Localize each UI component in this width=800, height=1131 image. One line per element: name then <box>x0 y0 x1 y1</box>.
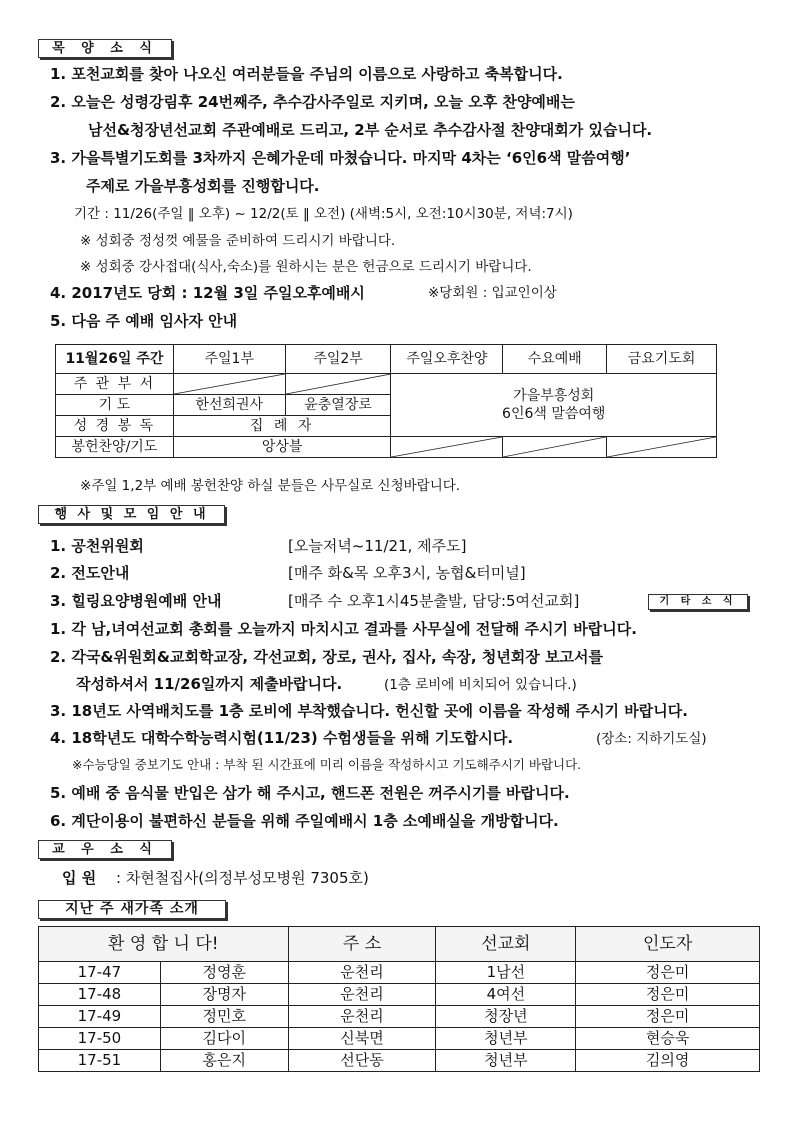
newcomer-address: 운천리 <box>288 984 436 1006</box>
etc-5: 5. 예배 중 음식물 반입은 삼가 해 주시고, 핸드폰 전원은 꺼주시기를 바랍니다. <box>50 784 570 802</box>
newcomer-address: 신북면 <box>288 1028 436 1050</box>
newcomer-address: 운천리 <box>288 1006 436 1028</box>
empty-cell <box>285 374 391 395</box>
newcomer-guide: 김의영 <box>576 1050 760 1072</box>
duty-cell: 한선희권사 <box>173 395 285 416</box>
notice-4: 4. 2017년도 당회 : 12월 3일 주일오후예배시 <box>50 284 365 302</box>
event-name: 2. 전도안내 <box>50 564 130 582</box>
etc-6: 6. 계단이용이 불편하신 분들을 위해 주일예배시 1층 소예배실을 개방합니다. <box>50 812 559 830</box>
newcomer-mission: 1남선 <box>436 962 576 984</box>
duty-note: ※주일 1,2부 예배 봉헌찬양 하실 분들은 사무실로 신청바랍니다. <box>80 478 461 494</box>
section-events-label: 행 사 및 모 임 안 내 <box>38 505 225 524</box>
newcomers-header-welcome: 환 영 합 니 다! <box>39 927 289 962</box>
table-row <box>39 984 760 1006</box>
newcomer-name: 김다이 <box>160 1028 288 1050</box>
notice-3b: 주제로 가을부흥성회를 진행합니다. <box>86 177 320 195</box>
duty-row-label: 성 경 봉 독 <box>56 416 174 437</box>
empty-cell <box>607 437 717 458</box>
notice-3-note2: ※ 성회중 강사접대(식사,숙소)를 원하시는 분은 헌금으로 드리시기 바랍니다. <box>80 259 532 275</box>
newcomer-address: 선단동 <box>288 1050 436 1072</box>
notice-3-note1: ※ 성회중 정성껏 예물을 준비하여 드리시기 바랍니다. <box>80 233 396 249</box>
duty-row-label: 봉헌찬양/기도 <box>56 437 174 458</box>
empty-cell <box>503 437 607 458</box>
revival-meeting-title: 가을부흥성회 <box>513 388 595 404</box>
empty-cell <box>391 437 503 458</box>
duty-header-col: 수요예배 <box>503 345 607 374</box>
newcomers-table <box>38 926 760 1072</box>
newcomer-id: 17-50 <box>39 1028 161 1050</box>
newcomer-name: 홍은지 <box>160 1050 288 1072</box>
duty-header-week: 11월26일 주간 <box>56 345 174 374</box>
etc-1: 1. 각 남,녀여선교회 총회를 오늘까지 마치시고 결과를 사무실에 전달해 주시기 바랍니다. <box>50 620 637 638</box>
etc-3: 3. 18년도 사역배치도를 1층 로비에 부착했습니다. 헌신할 곳에 이름을 작성해 주시기 바랍니다. <box>50 702 688 720</box>
notice-1: 1. 포천교회를 찾아 나오신 여러분들을 주님의 이름으로 사랑하고 축복합니다. <box>50 65 563 83</box>
members-text: : 차현철집사(의정부성모병원 7305호) <box>116 869 369 887</box>
newcomer-id: 17-48 <box>39 984 161 1006</box>
newcomer-guide: 정은미 <box>576 962 760 984</box>
duty-header-col: 금요기도회 <box>607 345 717 374</box>
etc-4-note: ※수능당일 중보기도 안내 : 부착 된 시간표에 미리 이름을 작성하시고 기도해주시기 바랍니다. <box>72 757 582 772</box>
newcomer-guide: 현승욱 <box>576 1028 760 1050</box>
etc-2c: (1층 로비에 비치되어 있습니다.) <box>384 677 577 693</box>
section-newcomers-label: 지난 주 새가족 소개 <box>38 900 226 919</box>
table-row <box>39 1028 760 1050</box>
duty-cell: 앙상블 <box>173 437 391 458</box>
section-notices-label: 목 양 소 식 <box>38 39 172 58</box>
etc-2b: 작성하셔서 11/26일까지 제출바랍니다. <box>76 675 343 693</box>
table-row <box>39 1050 760 1072</box>
duty-cell: 집 례 자 <box>173 416 391 437</box>
newcomer-name: 정민호 <box>160 1006 288 1028</box>
event-name: 1. 공천위원회 <box>50 537 144 555</box>
newcomer-id: 17-51 <box>39 1050 161 1072</box>
etc-2a: 2. 각국&위원회&교회학교장, 각선교회, 장로, 권사, 집사, 속장, 청년회장 보고서를 <box>50 648 603 666</box>
newcomer-mission: 청년부 <box>436 1028 576 1050</box>
notice-3-period: 기간 : 11/26(주일 ‖ 오후) ~ 12/2(토 ‖ 오전) (새벽:5시, 오전:10시30분, 저녁:7시) <box>74 206 573 222</box>
notice-2b: 남선&청장년선교회 주관예배로 드리고, 2부 순서로 추수감사절 찬양대회가 있습니다. <box>88 121 653 139</box>
event-detail: [매주 화&목 오후3시, 농협&터미널] <box>288 564 526 582</box>
newcomer-id: 17-47 <box>39 962 161 984</box>
newcomer-mission: 청장년 <box>436 1006 576 1028</box>
newcomer-guide: 정은미 <box>576 1006 760 1028</box>
duty-header-col: 주일1부 <box>173 345 285 374</box>
revival-meeting-cell <box>391 374 717 437</box>
table-row <box>39 962 760 984</box>
duty-table <box>55 344 717 458</box>
duty-header-col: 주일2부 <box>285 345 391 374</box>
table-row <box>39 1006 760 1028</box>
duty-cell: 윤충열장로 <box>285 395 391 416</box>
newcomer-name: 장명자 <box>160 984 288 1006</box>
newcomer-address: 운천리 <box>288 962 436 984</box>
section-members-label: 교 우 소 식 <box>38 840 172 859</box>
newcomer-id: 17-49 <box>39 1006 161 1028</box>
newcomer-mission: 청년부 <box>436 1050 576 1072</box>
notice-4-note: ※당회원 : 입교인이상 <box>428 285 557 301</box>
notice-5: 5. 다음 주 예배 임사자 안내 <box>50 312 238 330</box>
duty-header-col: 주일오후찬양 <box>391 345 503 374</box>
newcomer-name: 정영훈 <box>160 962 288 984</box>
event-detail: [오늘저녁~11/21, 제주도] <box>288 537 467 555</box>
event-detail: [매주 수 오후1시45분출발, 담당:5여선교회] <box>288 592 580 610</box>
empty-cell <box>173 374 285 395</box>
newcomers-header-mission: 선교회 <box>436 927 576 962</box>
newcomers-header-address: 주 소 <box>288 927 436 962</box>
newcomers-header-guide: 인도자 <box>576 927 760 962</box>
members-label: 입 원 <box>62 869 97 887</box>
revival-meeting-subtitle: 6인6색 말씀여행 <box>502 406 606 422</box>
newcomer-guide: 정은미 <box>576 984 760 1006</box>
notice-2a: 2. 오늘은 성령강림후 24번째주, 추수감사주일로 지키며, 오늘 오후 찬양예배는 <box>50 93 575 111</box>
etc-4-location: (장소: 지하기도실) <box>596 731 707 747</box>
newcomer-mission: 4여선 <box>436 984 576 1006</box>
etc-4: 4. 18학년도 대학수학능력시험(11/23) 수험생들을 위해 기도합시다. <box>50 729 514 747</box>
notice-3a: 3. 가을특별기도회를 3차까지 은혜가운데 마쳤습니다. 마지막 4차는 ‘6인6색 말씀여행’ <box>50 149 631 167</box>
event-name: 3. 힐링요양병원예배 안내 <box>50 592 222 610</box>
duty-row-label: 기 도 <box>56 395 174 416</box>
section-etc-label: 기 타 소 식 <box>648 594 748 610</box>
duty-row-label: 주 관 부 서 <box>56 374 174 395</box>
